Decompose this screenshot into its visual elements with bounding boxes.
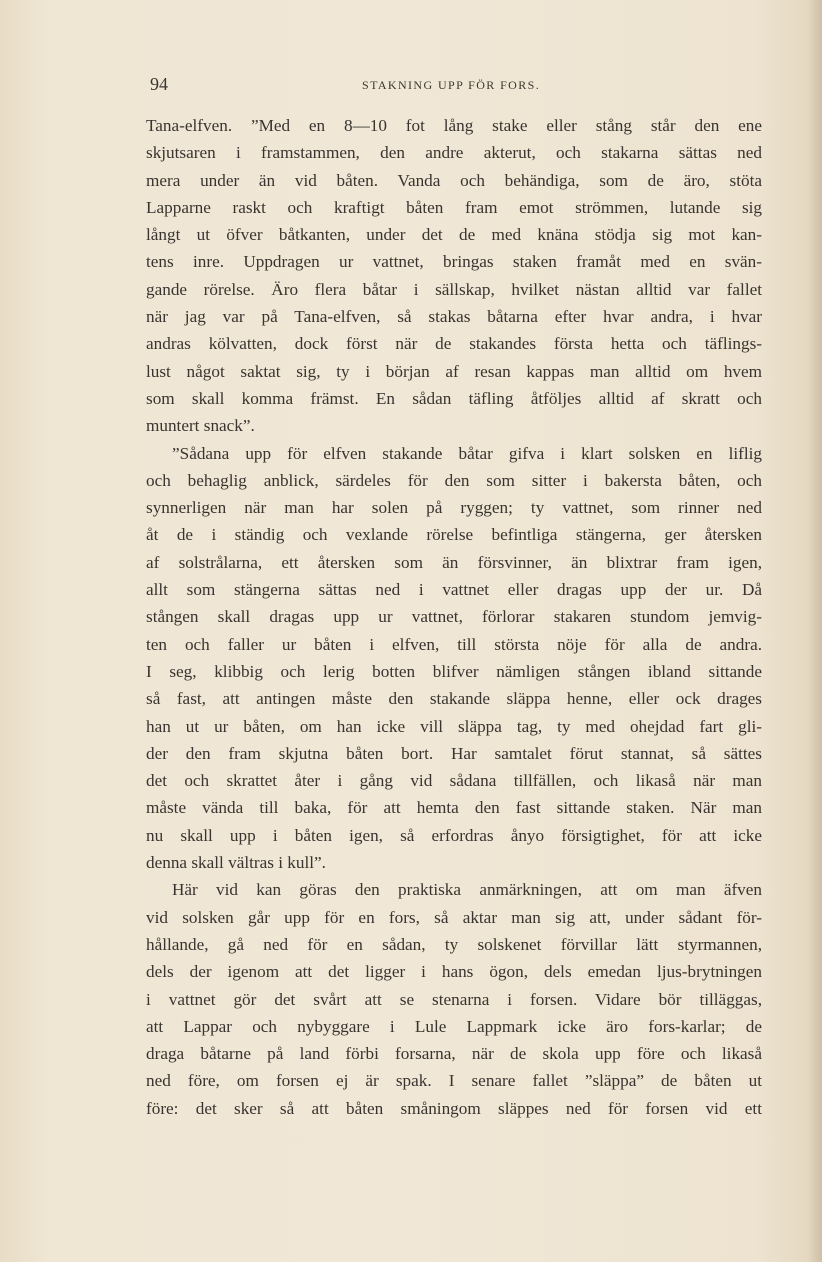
text-line: och behaglig anblick, särdeles för den som sitter i bakersta båten, och [146,470,762,490]
text-line: gande rörelse. Äro flera båtar i sällskap, hvilket nästan alltid var fallet [146,279,762,299]
text-line: långt ut öfver båtkanten, under det de med knäna stödja sig mot kan- [146,225,762,245]
text-line: mera under än vid båten. Vanda och behändiga, som de äro, stöta [146,170,762,190]
text-line: stången skall dragas upp ur vattnet, förlorar stakaren stundom jemvig- [146,607,762,627]
paragraph [146,112,762,440]
text-line: Här vid kan göras den praktiska anmärkningen, att om man äfven [172,880,762,900]
text-line: så fast, att antingen måste den stakande släppa henne, eller ock drages [146,689,762,709]
text-line: denna skall vältras i kull”. [146,853,326,873]
text-line: vid solsken går upp för en fors, så aktar man sig att, under sådant för- [146,907,762,927]
text-line: hållande, gå ned för en sådan, ty solskenet förvillar lätt styrmannen, [146,934,762,954]
body-text [146,112,762,1122]
text-line: det och skrattet åter i gång vid sådana tillfällen, och likaså när man [146,771,762,791]
text-line: andras kölvatten, dock först när de stakandes första hetta och täflings- [146,334,762,354]
text-line: draga båtarne på land förbi forsarna, när de skola upp före och likaså [146,1044,762,1064]
paragraph [146,440,762,877]
text-line: der den fram skjutna båten bort. Har samtalet förut stannat, så sättes [146,743,762,763]
text-line: Lapparne raskt och kraftigt båten fram emot strömmen, lutande sig [146,197,762,217]
text-line: att Lappar och nybyggare i Lule Lappmark icke äro fors-karlar; de [146,1016,762,1036]
text-line: ten och faller ur båten i elfven, till största nöje för alla de andra. [146,634,762,654]
text-line: allt som stängerna sättas ned i vattnet eller dragas upp der ur. Då [146,580,762,600]
paragraph [146,876,762,1122]
page-header [150,74,762,98]
text-line: Tana-elfven. ”Med en 8—10 fot lång stake eller stång står den ene [146,116,762,135]
text-line: af solstrålarna, ett återsken som än försvinner, än blixtrar fram igen, [146,552,762,572]
text-line: när jag var på Tana-elfven, så stakas båtarna efter hvar andra, i hvar [146,307,762,327]
text-line: i vattnet gör det svårt att se stenarna i forsen. Vidare bör tilläggas, [146,989,762,1009]
text-line: han ut ur båten, om han icke vill släppa tag, ty med ohejdad fart gli- [146,716,762,736]
text-line: före: det sker så att båten småningom släppes ned för forsen vid ett [146,1098,762,1118]
text-line: nu skall upp i båten igen, så erfordras ånyo försigtighet, för att icke [146,825,762,845]
text-line: synnerligen när man har solen på ryggen; ty vattnet, som rinner ned [146,498,762,518]
text-line: ”Sådana upp för elfven stakande båtar gifva i klart solsken en liflig [172,443,762,463]
page-edge-shadow [808,0,822,1262]
text-line: skjutsaren i framstammen, den andre akterut, och stakarna sättas ned [146,143,762,163]
text-line: dels der igenom att det ligger i hans ögon, dels emedan ljus-brytningen [146,962,762,982]
text-line: muntert snack”. [146,416,255,436]
text-line: tens inre. Uppdragen ur vattnet, bringas staken framåt med en svän- [146,252,762,272]
text-line: ned före, om forsen ej är spak. I senare fallet ”släppa” de båten ut [146,1071,762,1091]
page-number: 94 [150,74,168,94]
text-line: I seg, klibbig och lerig botten blifver nämligen stången ibland sittande [146,661,762,681]
running-head: STAKNING UPP FÖR FORS. [362,78,541,92]
text-line: måste vända till baka, för att hemta den fast sittande staken. När man [146,798,762,818]
text-line: lust något saktat sig, ty i början af resan kappas man alltid om hvem [146,361,762,381]
text-line: som skall komma främst. En sådan täfling åtföljes alltid af skratt och [146,388,762,408]
text-line: åt de i ständig och vexlande rörelse befintliga stängerna, ger återsken [146,525,762,545]
